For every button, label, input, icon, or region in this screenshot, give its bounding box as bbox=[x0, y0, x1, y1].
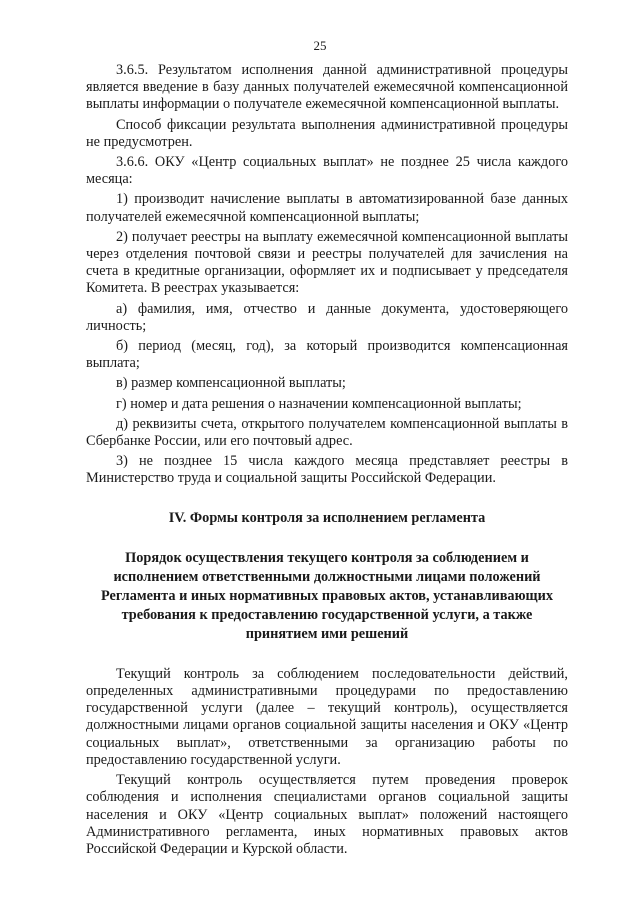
paragraph-3-6-5: 3.6.5. Результатом исполнения данной административной процедуры является введение в базу данных получателей ежемесячной компенсационной выплаты информации о получателе ежемесячной компенсационной выплаты. bbox=[86, 62, 568, 113]
list-item-2: 2) получает реестры на выплату ежемесячной компенсационной выплаты через отделения почтовой связи и реестры получателей для зачисления на счета в кредитные организации, оформляет их и подписывает у председателя Комитета. В реестрах указывается: bbox=[86, 228, 568, 297]
paragraph-3-6-6: 3.6.6. ОКУ «Центр социальных выплат» не позднее 25 числа каждого месяца: bbox=[86, 154, 568, 188]
list-item-1: 1) производит начисление выплаты в автоматизированной базе данных получателей ежемесячной компенсационной выплаты; bbox=[86, 191, 568, 225]
list-item-3: 3) не позднее 15 числа каждого месяца представляет реестры в Министерство труда и социальной защиты Российской Федерации. bbox=[86, 453, 568, 487]
list-item-b: б) период (месяц, год), за который производится компенсационная выплата; bbox=[86, 338, 568, 372]
paragraph-control-method: Текущий контроль осуществляется путем проведения проверок соблюдения и исполнения специалистами органов социальной защиты населения и ОКУ «Центр социальных выплат» положений настоящего Административного регламента, иных нормативных правовых актов Российской Федерации и Курской области. bbox=[86, 772, 568, 857]
document-body bbox=[86, 62, 568, 858]
list-item-a: а) фамилия, имя, отчество и данные документа, удостоверяющего личность; bbox=[86, 300, 568, 334]
paragraph-fixation-method: Способ фиксации результата выполнения административной процедуры не предусмотрен. bbox=[86, 116, 568, 150]
list-item-g: г) номер и дата решения о назначении компенсационной выплаты; bbox=[116, 395, 522, 412]
list-item-v: в) размер компенсационной выплаты; bbox=[116, 375, 346, 392]
sub-heading: Порядок осуществления текущего контроля за соблюдением и исполнением ответственными должностными лицами положений Регламента и иных нормативных правовых актов, устанавливающих требования к предоставлению государственной услуги, а также принятием ими решений bbox=[101, 549, 553, 642]
paragraph-current-control: Текущий контроль за соблюдением последовательности действий, определенных административными процедурами по предоставлению государственной услуги (далее – текущий контроль), осуществляется должностными лицами органов социальной защиты населения и ОКУ «Центр социальных выплат», ответственными за организацию работы по предоставлению государственной услуги. bbox=[86, 665, 568, 768]
list-item-d: д) реквизиты счета, открытого получателем компенсационной выплаты в Сбербанке России, или его почтовый адрес. bbox=[86, 415, 568, 450]
page-number: 25 bbox=[313, 38, 327, 53]
section-heading: IV. Формы контроля за исполнением регламента bbox=[168, 509, 486, 526]
